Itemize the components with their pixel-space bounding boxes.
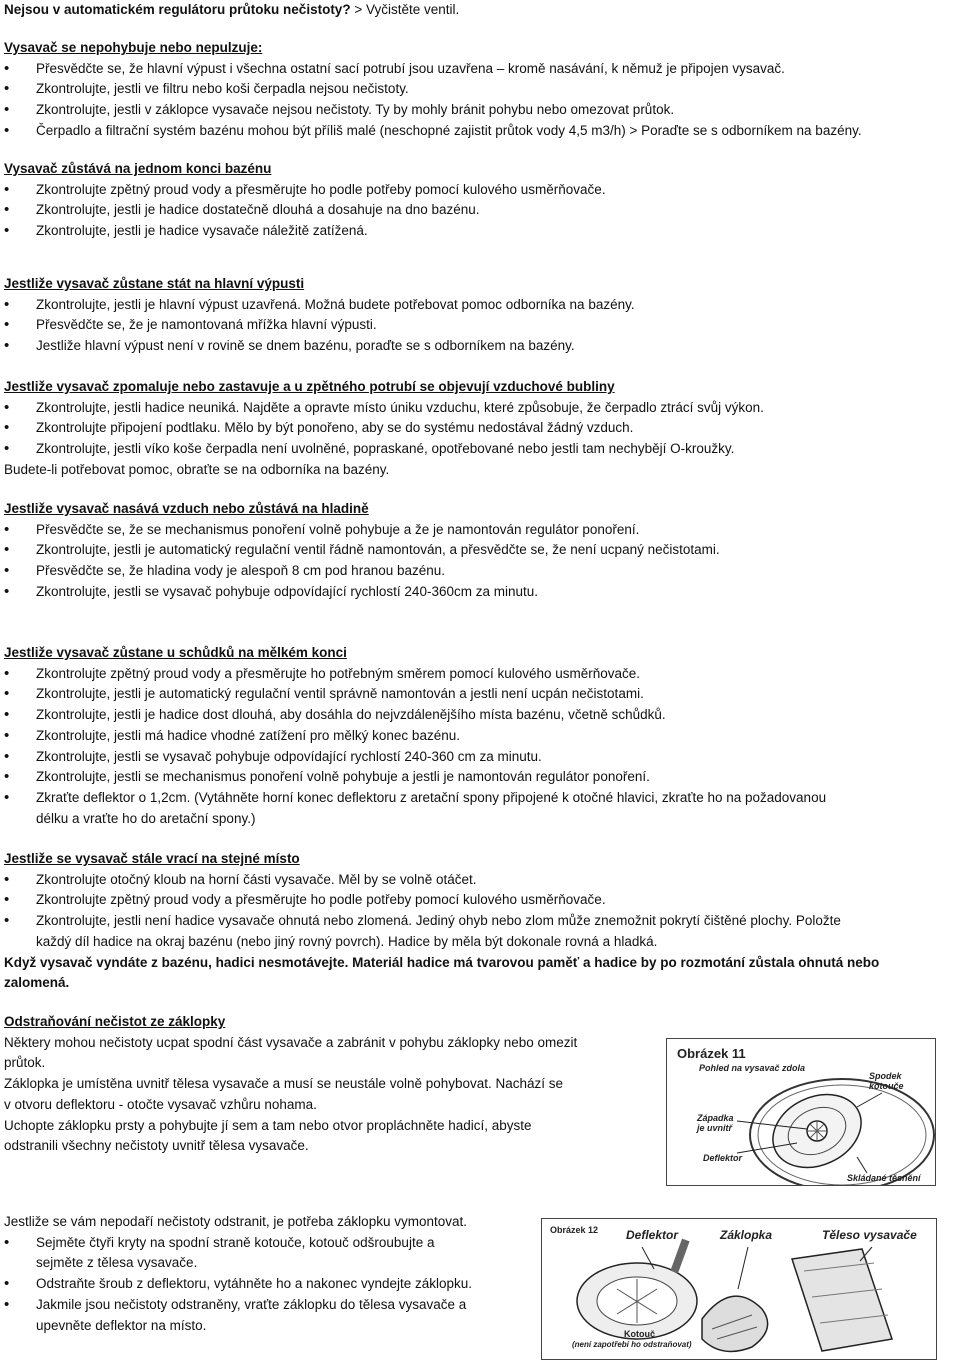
list-item: • Zkontrolujte zpětný proud vody a přesměrujte ho podle potřeby pomocí kulového usměrňovače. — [4, 890, 944, 911]
intro-line — [4, 0, 459, 21]
list-item: • Přesvědčte se, že hladina vody je alespoň 8 cm pod hranou bazénu. — [4, 561, 944, 582]
warning-note: zalomená. — [4, 975, 70, 991]
paragraph-line: Jestliže se vám nepodaří nečistoty odstranit, je potřeba záklopku vymontovat. — [4, 1214, 467, 1229]
list-item: • Odstraňte šroub z deflektoru, vytáhněte ho a nakonec vyndejte záklopku. — [4, 1274, 534, 1295]
figure-subtitle: Pohled na vysavač zdola — [699, 1063, 806, 1073]
list-item: • Zkontrolujte, jestli je hadice dostatečně dlouhá a dosahuje na dno bazénu. — [4, 200, 944, 221]
bullet-list — [4, 295, 944, 357]
list-item — [4, 788, 944, 829]
list-item-line: upevněte deflektor na místo. — [36, 1317, 207, 1333]
bullet-list — [4, 664, 944, 830]
section-heading: Vysavač se nepohybuje nebo nepulzuje: — [4, 40, 263, 55]
section-floats — [4, 499, 944, 603]
intro-answer: > Vyčistěte ventil. — [350, 2, 460, 17]
intro-question: Nejsou v automatickém regulátoru průtoku nečistoty? — [4, 2, 351, 17]
list-item: • Zkontrolujte, jestli je hadice vysavače náležitě zatížená. — [4, 221, 944, 242]
list-item: • Zkontrolujte, jestli má hadice vhodné zatížení pro mělký konec bazénu. — [4, 726, 944, 747]
list-item: • Zkontrolujte, jestli je automatický regulační ventil správně namontován a jestli není ucpán nečistotami. — [4, 684, 944, 705]
figure-label: Skládané těsnění — [847, 1173, 921, 1183]
list-item-line: • Jakmile jsou nečistoty odstraněny, vraťte záklopku do tělesa vysavače a — [36, 1296, 467, 1312]
paragraph-line: v otvoru deflektoru - otočte vysavač vzhůru nohama. — [4, 1096, 317, 1112]
list-item: • Zkontrolujte, jestli ve filtru nebo koši čerpadla nejsou nečistoty. — [4, 79, 944, 100]
section-air-bubbles — [4, 377, 944, 481]
section-heading: Jestliže vysavač zůstane u schůdků na mělkém konci — [4, 645, 347, 660]
list-item-line: • Sejměte čtyři kryty na spodní straně kotouče, kotouč odšroubujte a — [36, 1234, 435, 1250]
bullet-list — [4, 398, 944, 460]
section-no-movement — [4, 38, 944, 142]
paragraph-line: odstranili všechny nečistoty uvnitř tělesa vysavače. — [4, 1138, 309, 1154]
figure-label: (není zapotřebí ho odstraňovat) — [572, 1340, 692, 1349]
section-heading: Vysavač zůstává na jednom konci bazénu — [4, 161, 272, 176]
bullet-list — [4, 180, 944, 242]
list-item: • Přesvědčte se, že hlavní výpust i všechna ostatní sací potrubí jsou uzavřena – kromě nasávání, k němuž je připojen vysavač. — [4, 59, 944, 80]
section-same-place — [4, 849, 944, 994]
bullet-list — [4, 59, 944, 142]
list-item: • Zkontrolujte, jestli hadice neuniká. Najděte a opravte místo úniku vzduchu, které způsobuje, že čerpadlo ztrácí svůj výkon. — [4, 398, 944, 419]
figure-12 — [541, 1218, 937, 1360]
paragraph-line: průtok. — [4, 1055, 46, 1071]
warning-note: Když vysavač vyndáte z bazénu, hadici nesmotávejte. Materiál hadice má tvarovou paměť a hadice by po rozmotání zůstala ohnutá nebo — [4, 954, 880, 970]
list-item: • Čerpadlo a filtrační systém bazénu mohou být příliš malé (neschopné zajistit průtok vody 4,5 m3/h) > Poraďte se s odborníkem na bazény. — [4, 121, 944, 142]
list-item-line: každý díl hadice na okraj bazénu (nebo jiný rovný povrch). Hadice by měla být dokonale rovná a hladká. — [36, 933, 658, 949]
figure-label: Spodek kotouče — [869, 1071, 904, 1091]
figure-11 — [666, 1038, 936, 1186]
list-item-line: • Zkontrolujte, jestli není hadice vysavače ohnutá nebo zlomená. Jediný ohyb nebo zlom může znemožnit pokrytí čištěné plochy. Položte — [36, 913, 841, 929]
list-item: • Zkontrolujte otočný kloub na horní části vysavače. Měl by se volně otáčet. — [4, 870, 944, 891]
figure-label: Těleso vysavače — [822, 1228, 917, 1242]
list-item: • Přesvědčte se, že se mechanismus ponoření volně pohybuje a že je namontován regulátor ponoření. — [4, 520, 944, 541]
list-item — [4, 1295, 534, 1336]
help-note: Budete-li potřebovat pomoc, obraťte se na odborníka na bazény. — [4, 461, 390, 477]
figure-label: Západka je uvnitř — [697, 1113, 734, 1133]
section-remove-flap — [4, 1212, 534, 1336]
list-item: • Zkontrolujte zpětný proud vody a přesměrujte ho podle potřeby pomocí kulového usměrňovače. — [4, 180, 944, 201]
paragraph-line: Některy mohou nečistoty ucpat spodní část vysavače a zabránit v pohybu záklopky nebo omezit — [4, 1034, 578, 1050]
list-item: • Zkontrolujte připojení podtlaku. Mělo by být ponořeno, aby se do systému nedostával žádný vzduch. — [4, 418, 944, 439]
list-item: • Zkontrolujte, jestli je hlavní výpust uzavřená. Možná budete potřebovat pomoc odborníka na bazény. — [4, 295, 944, 316]
list-item: • Přesvědčte se, že je namontovaná mřížka hlavní výpusti. — [4, 315, 944, 336]
section-heading: Jestliže vysavač zpomaluje nebo zastavuje a u zpětného potrubí se objevují vzduchové bubliny — [4, 379, 615, 394]
section-heading: Jestliže vysavač nasává vzduch nebo zůstává na hladině — [4, 501, 369, 516]
list-item: • Zkontrolujte, jestli je hadice dost dlouhá, aby dosáhla do nejvzdálenějšího místa bazénu, včetně schůdků. — [4, 705, 944, 726]
list-item: • Zkontrolujte, jestli se vysavač pohybuje odpovídající rychlostí 240-360cm za minutu. — [4, 582, 944, 603]
list-item: • Jestliže hlavní výpust není v rovině se dnem bazénu, poraďte se s odborníkem na bazény. — [4, 336, 944, 357]
section-stays-one-end — [4, 159, 944, 242]
section-heading: Odstraňování nečistot ze záklopky — [4, 1014, 226, 1029]
list-item: • Zkontrolujte, jestli víko koše čerpadla není uvolněné, popraskané, opotřebované nebo jestli tam nechybějí O-kroužky. — [4, 439, 944, 460]
figure-label: Záklopka — [720, 1228, 773, 1242]
list-item-line: délku a vraťte ho do aretační spony.) — [36, 810, 256, 826]
section-heading: Jestliže se vysavač stále vrací na stejné místo — [4, 851, 300, 866]
bullet-list — [4, 520, 944, 603]
list-item — [4, 911, 944, 952]
list-item-line: sejměte z tělesa vysavače. — [36, 1255, 198, 1271]
list-item: • Zkontrolujte, jestli se vysavač pohybuje odpovídající rychlostí 240-360 cm za minutu. — [4, 747, 944, 768]
section-debris — [4, 1012, 644, 1157]
list-item: • Zkontrolujte, jestli se mechanismus ponoření volně pohybuje a jestli je namontován regulátor ponoření. — [4, 767, 944, 788]
section-steps — [4, 643, 944, 829]
list-item-line: • Zkraťte deflektor o 1,2cm. (Vytáhněte horní konec deflektoru z aretační spony připojené k otočné hlavici, zkraťte ho na požadovanou — [36, 789, 827, 805]
figure-label: Kotouč — [624, 1329, 655, 1339]
figure-title: Obrázek 12 — [550, 1225, 599, 1235]
section-main-drain — [4, 274, 944, 357]
section-heading: Jestliže vysavač zůstane stát na hlavní výpusti — [4, 276, 305, 291]
figure-label: Deflektor — [626, 1228, 679, 1242]
paragraph-line: Uchopte záklopku prsty a pohybujte jí sem a tam nebo otvor propláchněte hadicí, abyste — [4, 1117, 532, 1133]
figure-title: Obrázek 11 — [677, 1046, 746, 1061]
figure-label: Deflektor — [703, 1153, 743, 1163]
list-item: • Zkontrolujte, jestli je automatický regulační ventil řádně namontován, a přesvědčte se, že není ucpaný nečistotami. — [4, 540, 944, 561]
list-item: • Zkontrolujte zpětný proud vody a přesměrujte ho potřebným směrem pomocí kulového usměrňovače. — [4, 664, 944, 685]
list-item — [4, 1233, 534, 1274]
list-item: • Zkontrolujte, jestli v záklopce vysavače nejsou nečistoty. Ty by mohly bránit pohybu nebo omezovat průtok. — [4, 100, 944, 121]
bullet-list — [4, 1233, 534, 1337]
bullet-list — [4, 870, 944, 953]
paragraph-line: Záklopka je umístěna uvnitř tělesa vysavače a musí se neustále volně pohybovat. Nachází se — [4, 1076, 564, 1092]
